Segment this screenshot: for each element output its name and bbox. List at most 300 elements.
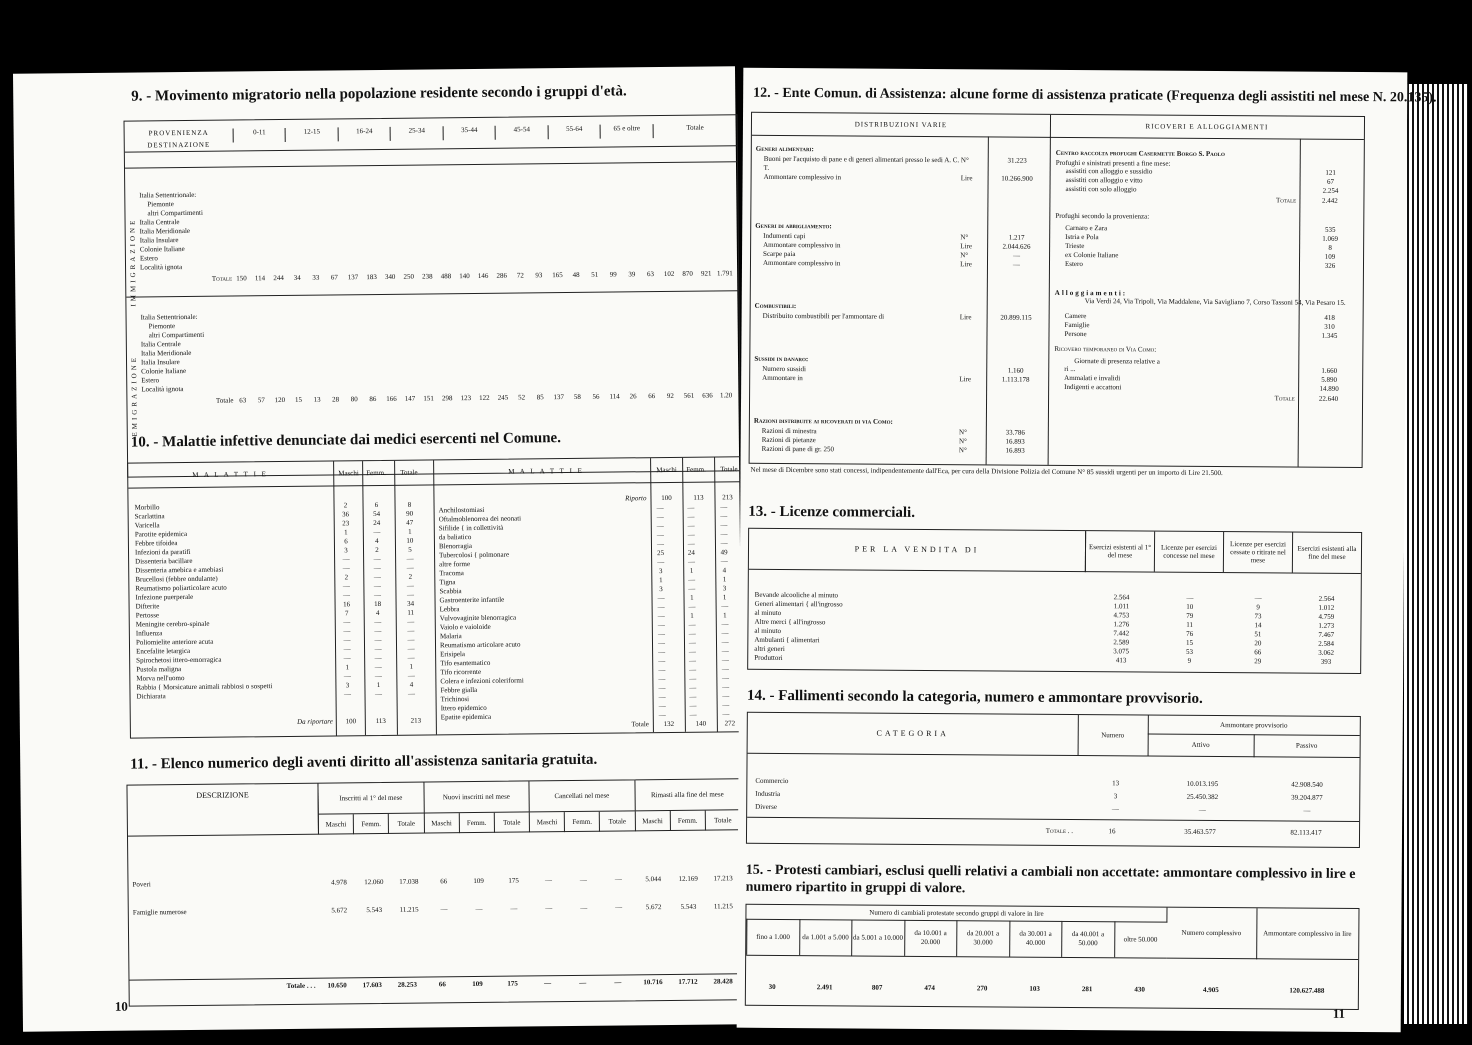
disease-totale: — [407, 644, 415, 653]
sec9-row-label: Italia Centrale [140, 340, 181, 349]
disease-totale: — [721, 674, 730, 683]
sec9-total-value: 92 [666, 391, 674, 400]
sec11-sub-header: Totale [599, 811, 634, 831]
disease-maschi: — [658, 693, 666, 702]
sec13-cell: 9 [1256, 603, 1260, 612]
sec12-ricoveri [1054, 143, 1360, 404]
disease-maschi: — [343, 627, 351, 636]
sec9-total-value: 238 [422, 272, 433, 281]
sec9-row-label: Italia Meridionale [140, 348, 192, 358]
disease-totale: 5 [408, 545, 412, 554]
disease-totale: — [406, 590, 415, 599]
sec13-cell: 29 [1254, 657, 1262, 666]
sec11-total-cell: — [579, 978, 587, 987]
sec15-value: 103 [1029, 984, 1040, 993]
sec12-h-ricoveri: RICOVERI E ALLOGGIAMENTI [1050, 115, 1364, 140]
emigration-rows [141, 313, 236, 395]
disease-femm: 54 [373, 509, 381, 519]
sec13-cell: 79 [1186, 611, 1194, 620]
sec9-total-value: 244 [273, 273, 284, 283]
sec10-total-f: 140 [695, 719, 707, 728]
sec15-col-header: da 1.001 a 5.000 [799, 919, 852, 955]
sec15-col-header: da 20.001 a 30.000 [956, 920, 1009, 956]
emi-total-label: Totale [215, 396, 234, 405]
sec14-total-num: 16 [1108, 827, 1116, 836]
immigration-rows [139, 191, 234, 273]
sec11-cell: — [580, 903, 588, 912]
disease-maschi: — [343, 672, 351, 681]
sec9-total-value: 250 [403, 272, 415, 281]
disease-maschi: — [658, 657, 666, 666]
disease-name: Reumatismo articolare acuto [439, 640, 521, 650]
sec12-dist-name: Razioni di minestra [761, 426, 817, 436]
disease-name: Lebbra [439, 605, 460, 614]
sec15-value: 430 [1134, 985, 1145, 994]
sec11-cell: — [544, 876, 553, 885]
disease-totale: 1 [723, 611, 727, 620]
sec9-total-value: 870 [682, 269, 693, 278]
disease-name: Brucellosi (febbre ondulante) [135, 574, 218, 584]
sec12-ric-name: assistiti con alloggio e sussidio [1065, 166, 1153, 176]
sec12-ric-total-label: Totale [1274, 394, 1295, 403]
sec11-cell: — [579, 875, 587, 884]
disease-femm: — [373, 581, 381, 591]
age-group-header: 25-34 [390, 126, 443, 141]
sec9-total-value: 340 [384, 272, 396, 281]
disease-name: Colera e infezioni coleriformi [440, 676, 524, 686]
sec11-total-cell: 109 [472, 979, 483, 989]
disease-name: Febbre tifoidea [134, 539, 178, 548]
sec12-dist-name: Razioni di pietanze [761, 435, 816, 445]
disease-maschi: — [658, 675, 666, 684]
disease-totale: 1 [409, 662, 414, 671]
sec15-col-headers [746, 919, 1166, 959]
sec12-ric-name: Indigenti e accattoni [1064, 382, 1122, 392]
sec9-header-provenienza: PROVENIENZA [148, 128, 209, 138]
sec9-total-value: 120 [274, 395, 286, 405]
sec10-h-malattie-2: M A L A T T I E [508, 466, 584, 476]
sec9-total-value: 28 [332, 395, 340, 404]
disease-totale: — [407, 653, 415, 662]
sec12-dist-unit: N° [958, 437, 967, 446]
disease-femm: — [374, 689, 383, 699]
sec14-attivo: 10.013.195 [1186, 779, 1219, 789]
sec9-total-value: 57 [257, 396, 265, 405]
disease-femm: — [687, 557, 696, 566]
disease-name: Febbre gialla [440, 685, 478, 695]
sec9-total-value: 137 [553, 393, 565, 402]
sec9-total-value: 99 [609, 270, 617, 279]
sec9-row-label: Piemonte [148, 322, 176, 331]
sec9-row-label: Piemonte [147, 200, 174, 209]
sec14-num: 13 [1112, 779, 1120, 788]
disease-row [136, 689, 436, 701]
disease-name: Tifo esantematico [440, 658, 491, 668]
sec12-ric-title: Alloggiamenti: [1054, 288, 1128, 298]
sec13-cell: 11 [1186, 620, 1194, 629]
sec12-ric-value: 121 [1325, 168, 1336, 177]
immigrazione-label: IMMIGRAZIONE [128, 217, 138, 307]
sec12-ric-name: assistiti con alloggio e vitto [1065, 175, 1143, 185]
disease-maschi: — [343, 645, 351, 654]
sec11-sub-header: Femm. [353, 814, 388, 834]
disease-maschi: 2 [344, 573, 349, 582]
sec13-cell: 413 [1115, 656, 1127, 665]
disease-totale: — [406, 554, 414, 563]
sec9-total-value: 67 [330, 273, 338, 282]
sec11-cell: — [545, 904, 553, 913]
sec9-total-value: 63 [239, 396, 247, 405]
sec12-ric-row [1054, 330, 1358, 341]
sec12-dist-name: Distribuito combustibili per l'ammontare di [762, 311, 885, 321]
riporto-m: 100 [661, 493, 672, 503]
sec15-col-header: oltre 50.000 [1114, 921, 1167, 957]
disease-totale: 3 [722, 584, 727, 593]
sec13-cell: 10 [1186, 602, 1194, 611]
disease-femm: — [688, 656, 697, 665]
sec13-row-label: Ambulanti { alimentari [754, 635, 820, 645]
sec14-title: 14. - Fallimenti secondo la categoria, numero e ammontare provvisorio. [746, 687, 1203, 707]
disease-maschi: 3 [345, 681, 350, 690]
sec9-total-value: 150 [236, 274, 247, 283]
age-group-header: 55-64 [547, 125, 600, 140]
sec9-total-value: 39 [628, 270, 636, 279]
disease-maschi: — [342, 582, 350, 591]
sec10-h-malattie-1: M A L A T T I E [192, 470, 268, 479]
disease-totale: — [720, 539, 728, 548]
sec13-cell: 1.273 [1318, 621, 1335, 630]
sec11-sub-header: Femm. [458, 813, 493, 833]
sec12-dist-unit: Lire [960, 174, 973, 183]
sec9-row-label: Località ignota [141, 385, 184, 394]
imm-total-label: Totale [211, 274, 233, 283]
disease-name: Blenorragia [438, 542, 473, 551]
disease-name: Infezioni da paratifi [134, 547, 191, 557]
sec12-dist-unit [959, 366, 987, 375]
sec11-cell: 5.543 [680, 902, 697, 911]
disease-maschi: — [657, 612, 665, 621]
disease-femm: — [689, 665, 697, 674]
sec15-values [746, 983, 1358, 995]
sec15-title: 15. - Protesti cambiari, esclusi quelli relativi a cambiali non accettate: ammontare complessivo in lire e numero ripartito in gruppi di valore. [745, 862, 1356, 897]
disease-femm: 24 [373, 518, 381, 528]
sec9-total-value: 56 [592, 392, 600, 401]
disease-name: Dissenteria amebica e amebiasi [135, 565, 224, 575]
sec12-ric-total-label: Totale [1275, 196, 1297, 205]
sec10-total-t: 272 [724, 719, 736, 728]
disease-maschi: — [342, 564, 350, 573]
disease-maschi: — [657, 594, 665, 603]
sec12-dist-name: Ammontare complessivo in [763, 172, 842, 182]
disease-totale: — [407, 671, 415, 680]
sec13-cell: 66 [1254, 648, 1262, 657]
disease-maschi: — [343, 654, 351, 663]
sec12-ric-name: Carnaro e Zara [1065, 223, 1108, 233]
sec9-total-value: 15 [294, 395, 303, 404]
sec11-total-cell: 28.253 [397, 980, 417, 989]
disease-name: Tracoma [439, 569, 464, 578]
disease-femm: — [687, 530, 695, 539]
disease-totale: — [720, 557, 728, 566]
disease-name: Varicella [134, 521, 160, 530]
sec12-ric-value: 1.660 [1321, 366, 1338, 375]
sec11-total-cell: 10.716 [643, 978, 663, 987]
sec12-dist-name: Buoni per l'acquisto di pane e di generi alimentari presso le sedi A. C. T. [763, 154, 960, 172]
disease-name: Rabbia { Morsicature animali rabbiosi o sospetti [136, 682, 273, 692]
sec14-row-label: Industria [755, 789, 781, 798]
sec9-total-value: 140 [459, 272, 470, 281]
sec9-total-value: 85 [536, 393, 544, 402]
disease-totale: — [722, 692, 730, 701]
sec11-title: 11. - Elenco numerico degli aventi diritto all'assistenza sanitaria gratuita. [130, 751, 598, 773]
disease-name: Pustola maligna [136, 665, 182, 674]
disease-name: Morva nell'uomo [136, 674, 185, 683]
sec11-cell: 109 [473, 876, 484, 886]
disease-femm: — [687, 521, 695, 530]
sec9-row-label: Italia Settentrionale: [140, 312, 198, 322]
sec13-col-headers [1085, 531, 1361, 574]
disease-totale: — [720, 503, 728, 512]
sec12-dist-row [754, 445, 1044, 456]
sec12-dist-name: Ammontare complessivo in [762, 258, 841, 268]
disease-maschi: 1 [345, 663, 350, 672]
disease-totale: 34 [407, 599, 415, 608]
sec13-row-label: Produttori [754, 653, 783, 662]
disease-femm: — [689, 674, 697, 683]
disease-totale: — [406, 563, 414, 572]
sec13-cell: 2.584 [1318, 639, 1335, 648]
sec12-ric-value: 535 [1324, 225, 1336, 234]
sec15-table [745, 904, 1360, 1010]
sec13-cell: 76 [1186, 629, 1194, 638]
sec14-attivo: — [1198, 805, 1206, 814]
sec9-row-label: altri Compartimenti [147, 208, 203, 218]
sec9-total-value: 151 [423, 394, 434, 403]
disease-totale: 4 [722, 566, 727, 575]
sec11-total-cell: 66 [438, 980, 446, 989]
sec12-dist-value: 1.113.178 [1001, 375, 1030, 384]
sec12-dist-name: Indumenti capi [763, 231, 806, 241]
sec13-rows [748, 591, 1360, 667]
sec12-dist-value: 16.893 [1005, 446, 1025, 455]
sec9-total-value: 166 [386, 394, 397, 403]
disease-totale: — [407, 626, 415, 635]
sec12-group-title: Razioni distribuite ai ricoverati di via Como: [753, 416, 893, 426]
disease-totale: — [720, 530, 728, 539]
sec9-row-label: altri Compartimenti [148, 330, 205, 340]
sec11-cell: — [440, 905, 448, 914]
disease-totale: 4 [409, 680, 414, 689]
sec15-h-ammontare: Ammontare complessivo in lire [1256, 908, 1358, 960]
disease-totale: — [720, 512, 728, 521]
right-page [737, 68, 1437, 1033]
sec12-ric-value: 1.345 [1321, 331, 1338, 340]
sec10-h-totale-2: Totale [720, 465, 738, 474]
sec11-total-label: Totale . . . [286, 981, 316, 990]
da-riportare-label: Da riportare [297, 717, 333, 726]
sec11-cell: 12.169 [678, 874, 698, 883]
sec14-num: 3 [1113, 792, 1118, 801]
disease-maschi: — [657, 621, 665, 630]
sec11-rows [128, 874, 741, 936]
diseases-column-1 [135, 500, 437, 701]
sec12-ric-value: 2.254 [1322, 186, 1339, 195]
disease-name: da baliatico [438, 533, 472, 542]
disease-name: Sifilide { in collettività [438, 523, 504, 533]
sec12-ric-addr: Via Verdi 24, Via Tripoli, Via Maddalene, Via Savigliano 7, Corso Tassoni 54, Via Pesaro 15. [1084, 297, 1346, 307]
sec13-cell: 3.075 [1113, 647, 1130, 656]
sec13-h-vendita: PER LA VENDITA DI [749, 529, 1086, 572]
sec12-dist-unit: Lire [959, 375, 972, 384]
sec12-dist-name: Razioni di pane di gr. 250 [761, 444, 835, 454]
sec9-total-value: 183 [366, 273, 377, 282]
sec9-total-value: 72 [516, 271, 524, 280]
sec9-total-value: 921 [700, 269, 712, 278]
sec9-title: 9. - Movimento migratorio nella popolazione residente secondo i gruppi d'età. [131, 83, 627, 105]
sec14-total-passivo: 82.113.417 [1290, 828, 1322, 837]
disease-maschi: 7 [344, 609, 349, 618]
sec11-cell: 12.060 [364, 877, 384, 887]
sec13-row-label: Generi alimentari { all'ingrosso [754, 599, 843, 609]
disease-name: Ittero epidemico [440, 703, 487, 713]
sec13-col-header: Licenze per esercizi cessate o ritirate nel mese [1223, 532, 1292, 572]
sec12-h-distribuzioni: DISTRIBUZIONI VARIE [752, 113, 1051, 138]
disease-totale: 10 [406, 536, 414, 545]
sec9-total-value: 165 [552, 271, 563, 280]
disease-femm: — [688, 638, 696, 647]
sec12-dist-name: Numero sussidi [762, 364, 807, 374]
sec11-total-cell: 10.650 [327, 981, 347, 990]
sec9-row-label: Italia Insulare [139, 236, 179, 245]
sec12-distribuzioni [754, 141, 1046, 456]
disease-totale: 90 [406, 509, 414, 518]
sec15-value: 4.905 [1203, 985, 1219, 995]
emi-total-values [233, 391, 735, 404]
sec11-sub-header: Femm. [669, 811, 704, 831]
disease-maschi: 25 [657, 549, 665, 558]
sec11-total-cell: 17.712 [678, 977, 698, 986]
disease-name: Difterite [135, 602, 160, 611]
riporto-t: 213 [722, 493, 733, 502]
disease-maschi: — [657, 630, 665, 639]
sec11-sub-header: Maschi [318, 814, 353, 834]
disease-maschi: 36 [342, 510, 350, 519]
sec12-group-title: Generi di abbigliamento: [755, 221, 832, 231]
disease-name: Poliomielite anteriore acuta [135, 637, 214, 647]
sec11-h-descrizione: DESCRIZIONE [127, 784, 319, 836]
sec13-cell: 51 [1254, 630, 1262, 639]
spacer [755, 268, 1045, 300]
disease-femm: — [688, 620, 696, 629]
imm-total-values [232, 269, 734, 282]
sec13-cell: 14 [1254, 621, 1262, 630]
disease-maschi: 3 [659, 585, 663, 594]
sec9-total-value: 114 [609, 392, 620, 401]
sec13-table [747, 528, 1362, 674]
sec12-dist-unit: Lire [960, 242, 973, 251]
disease-name: Tubercolosi { polmonare [439, 550, 510, 560]
disease-name: Pertosse [135, 611, 160, 620]
sec13-col-header: Licenze per esercizi concesse nel mese [1154, 532, 1223, 572]
sec13-cell: 1.011 [1113, 602, 1130, 611]
sec9-table [124, 114, 742, 477]
sec10-table [127, 456, 744, 738]
sec11-cell: 5.672 [645, 903, 662, 912]
sec10-total-label: Totale [631, 720, 649, 729]
disease-name: Trichinosi [440, 695, 470, 704]
disease-femm: 4 [375, 608, 380, 618]
spacer [754, 321, 1044, 353]
sec13-cell: 4.753 [1113, 611, 1130, 620]
spacer [754, 383, 1044, 415]
disease-totale: — [721, 656, 729, 665]
disease-femm: — [688, 575, 696, 584]
sec13-cell: 2.564 [1318, 594, 1335, 603]
disease-femm: 24 [687, 548, 695, 557]
sec15-col-header: da 5.001 a 10.000 [851, 919, 904, 955]
sec13-cell: 2.564 [1113, 593, 1130, 602]
sec11-group-header: Rimasti alla fine del mese [634, 779, 740, 810]
sec9-row-label: Italia Centrale [139, 218, 180, 227]
disease-femm: — [689, 683, 697, 692]
disease-totale: — [407, 689, 416, 698]
disease-maschi: — [656, 540, 665, 549]
sec11-total-cell: 175 [507, 979, 518, 988]
sec9-age-header [233, 123, 737, 142]
sec13-cell: 393 [1320, 657, 1332, 666]
sec9-row-label: Italia Insulare [140, 358, 180, 367]
disease-femm: — [687, 539, 695, 548]
sec12-ric-text: Giornate di presenza relative a [1074, 357, 1160, 366]
disease-totale: 49 [720, 548, 728, 557]
sec13-cell: — [1186, 593, 1194, 602]
age-group-header: Totale [652, 123, 736, 138]
sec12-ric-name: Camere [1064, 311, 1087, 321]
sec12-ric-title: Profughi secondo la provenienza: [1055, 211, 1150, 221]
sec12-dist-value: 31.223 [1007, 156, 1027, 165]
disease-femm: — [373, 554, 381, 564]
sec10-total-m: 132 [663, 719, 675, 729]
da-riportare-f: 113 [375, 716, 386, 726]
disease-maschi: — [658, 684, 666, 693]
sec11-row-label: Famiglie numerose [132, 908, 187, 917]
disease-totale: 11 [407, 608, 415, 617]
sec11-cell: 66 [440, 877, 448, 886]
sec12-ric-value: 14.890 [1319, 384, 1339, 393]
disease-femm: — [687, 503, 695, 512]
age-group-header: 12-15 [285, 127, 338, 142]
sec11-sub-header: Totale [494, 812, 529, 832]
sec12-ric-value: 109 [1324, 252, 1336, 261]
disease-name: Anchilostomiasi [438, 505, 485, 515]
sec12-dist-value: 1.160 [1007, 366, 1024, 375]
sec12-ric-name: Persone [1064, 329, 1087, 339]
sec9-total-value: 245 [497, 393, 509, 402]
sec11-group-header: Nuovi inscritti nel mese [423, 781, 529, 812]
sec12-note: Nel mese di Dicembre sono stati concessi, indipendentemente dall'Eca, per cura della Divisione Polizia del Comune N° 85 sussidi urgenti per un importo di Lire 21.500. [750, 465, 1223, 478]
disease-name: Erisipela [440, 650, 466, 659]
sec12-ric-total [1054, 392, 1358, 404]
sec12-dist-name: Ammontare complessivo in [763, 240, 841, 250]
sec12-dist-name: Scarpe paia [763, 249, 796, 259]
disease-name: Reumatismo poliarticolare acuto [135, 583, 227, 593]
sec13-cell: 3.062 [1318, 648, 1335, 657]
sec13-col-header: Esercizi esistenti al 1° del mese [1085, 531, 1154, 571]
disease-totale: — [722, 710, 730, 719]
sec12-ric-value: 67 [1327, 177, 1335, 186]
sec13-cell: 1.012 [1318, 603, 1335, 612]
sec11-group-headers [317, 779, 739, 813]
